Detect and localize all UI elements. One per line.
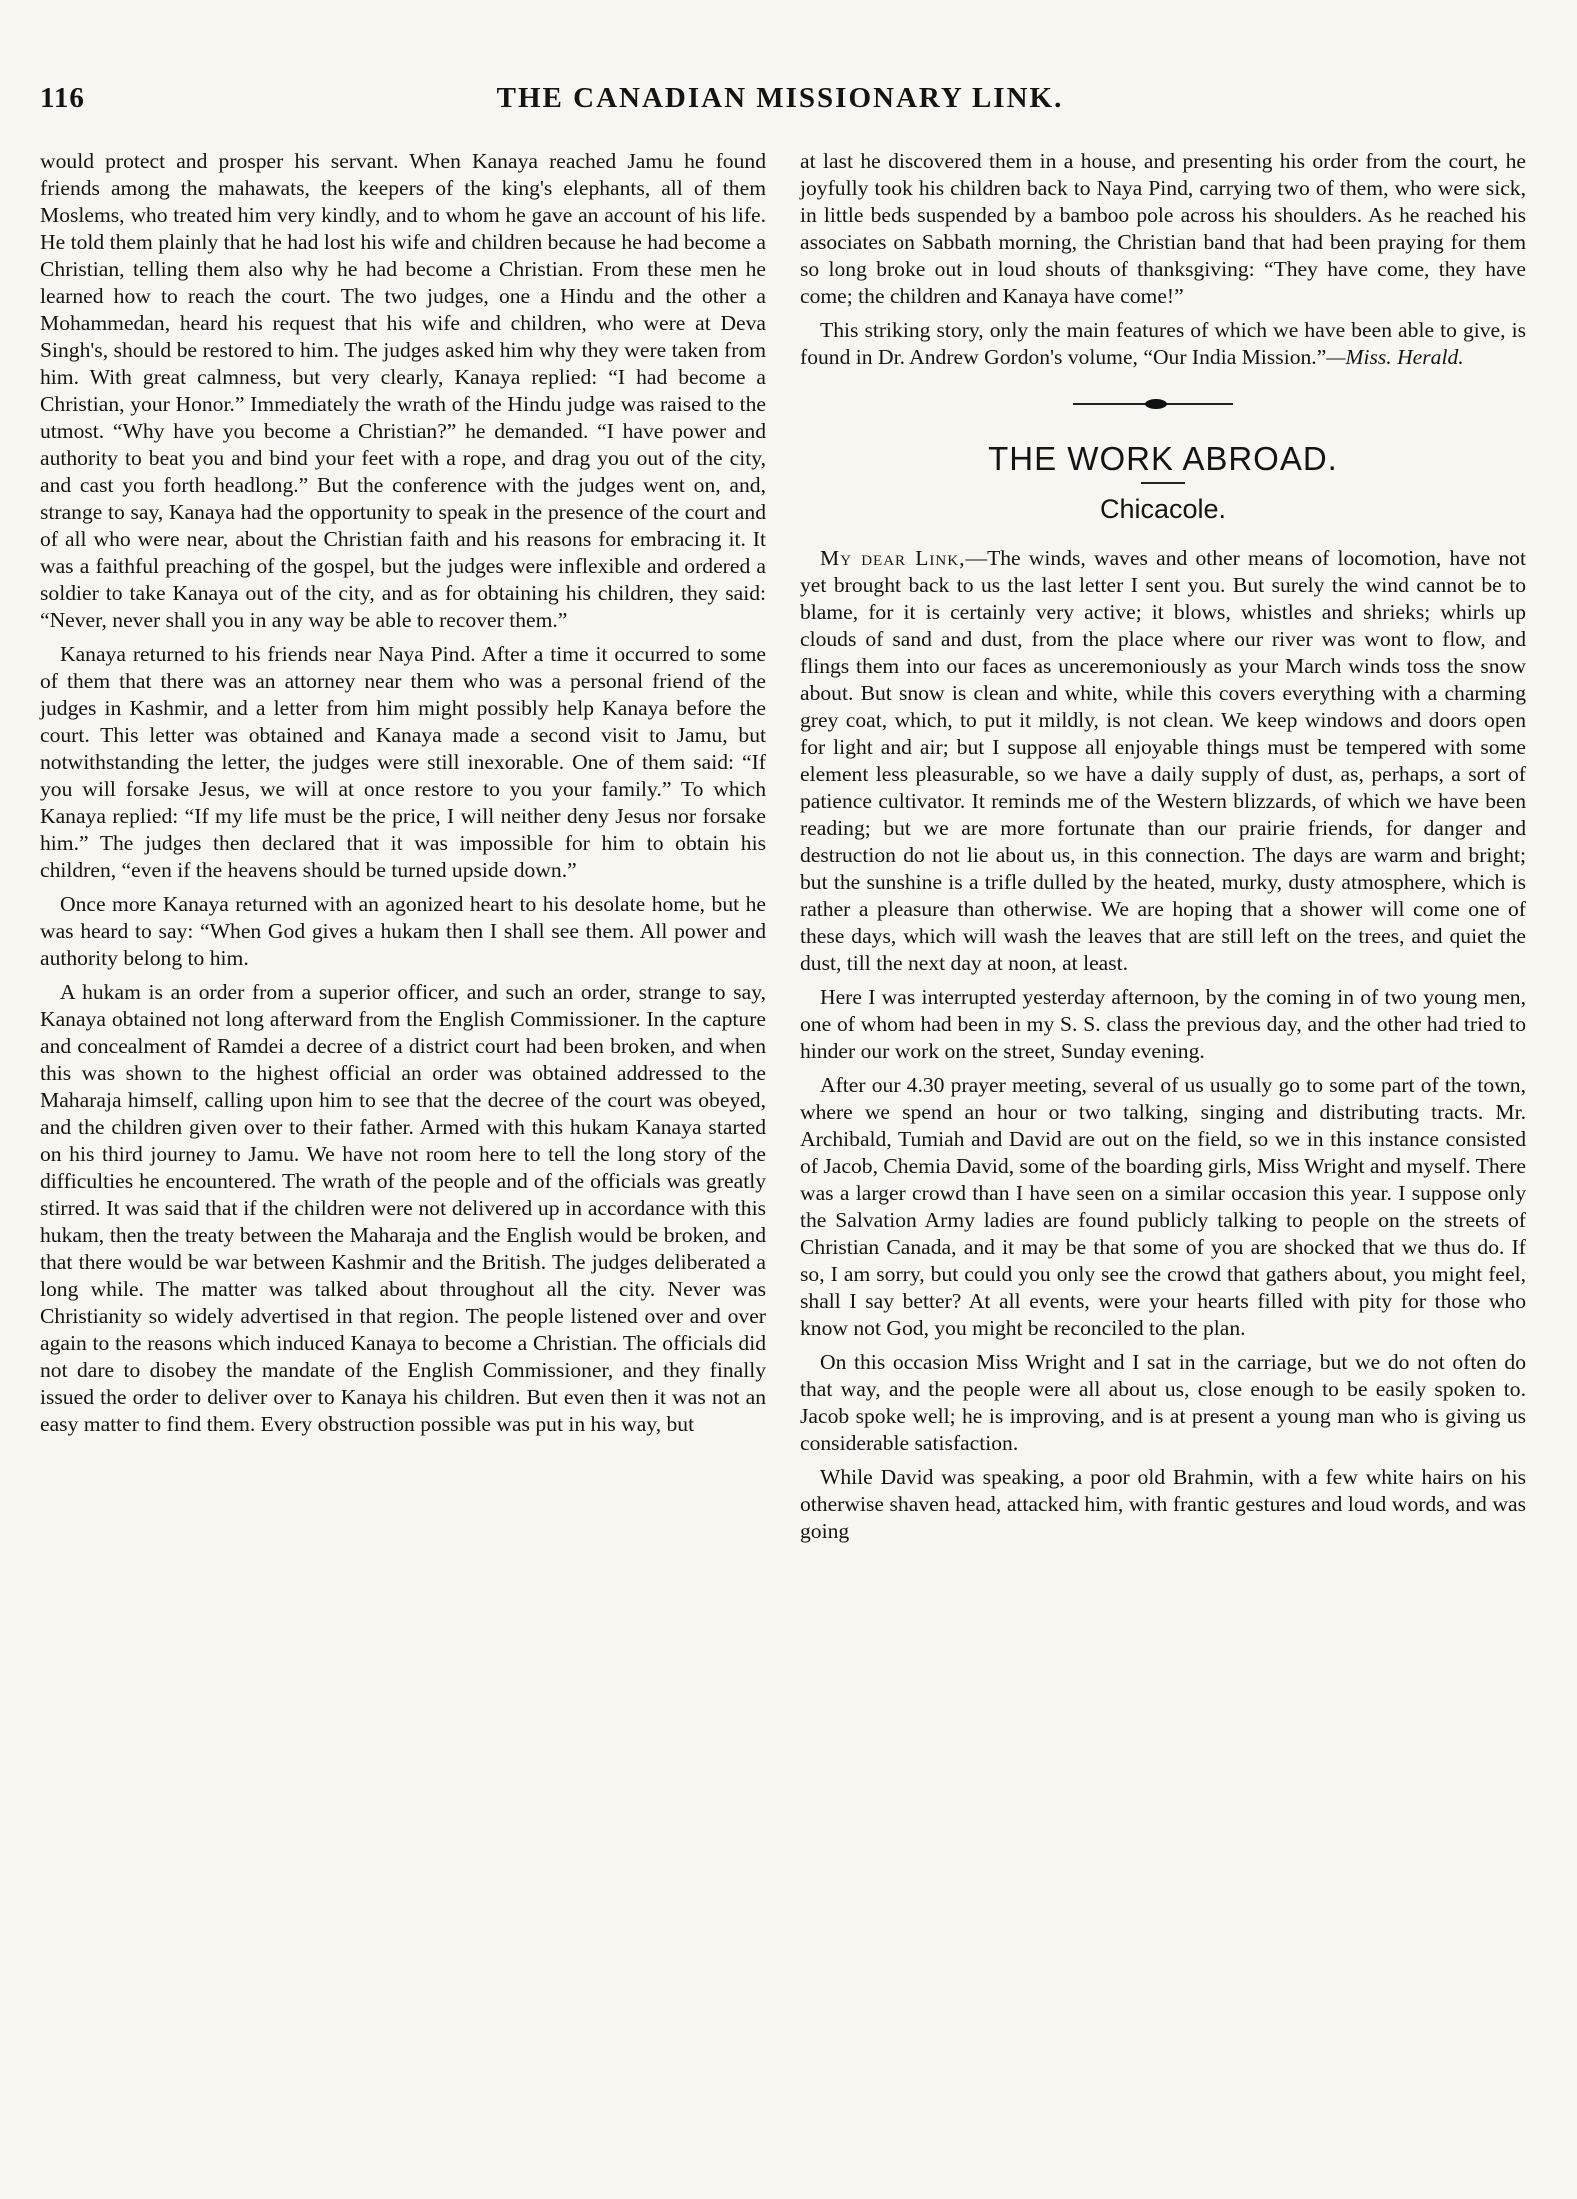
ornamental-divider: [1033, 399, 1293, 409]
right-column: [800, 148, 1526, 1552]
section-title: THE WORK ABROAD.: [988, 440, 1338, 477]
left-column: [40, 148, 766, 1445]
left-paragraph-3: Once more Kanaya returned with an agonized heart to his desolate home, but he was heard to say: “When God gives a hukam then I shall see them. All power and authority belong to him.: [40, 892, 766, 970]
letter-paragraph-1: [800, 545, 1526, 977]
salutation: My dear Link,: [820, 546, 966, 570]
left-paragraph-1: would protect and prosper his servant. When Kanaya reached Jamu he found friends among the mahawats, the keepers of the king's elephants, all of them Moslems, who treated him very kindly, and to whom he gave an account of his life. He told them plainly that he had lost his wife and children because he had become a Christian, telling them also why he had become a Christian. From these men he learned how to reach the court. The two judges, one a Hindu and the other a Mohammedan, heard his request that his wife and children, who were at Deva Singh's, should be restored to him. The judges asked him why they were taken from him. With great calmness, but very clearly, Kanaya replied: “I had become a Christian, your Honor.” Immediately the wrath of the Hindu judge was raised to the utmost. “Why have you become a Christian?” he demanded. “I have power and authority to beat you and bind your feet with a rope, and drag you out of the city, and cast you forth headlong.” But the conference with the judges went on, and, strange to say, Kanaya had the opportunity to speak in the presence of the court and of all who were near, about the Christian faith and his reasons for embracing it. It was a faithful preaching of the gospel, but the judges were inflexible and ordered a soldier to take Kanaya out of the city, and as for obtaining his children, they said: “Never, never shall you in any way be able to recover them.”: [40, 149, 766, 632]
right-paragraph-2: [800, 317, 1526, 371]
source-credit: —Miss. Herald.: [1326, 345, 1464, 369]
source-note: This striking story, only the main features of which we have been able to give, is found in Dr. Andrew Gordon's volume, “Our India Mission.”: [800, 318, 1526, 369]
page-number: 116: [40, 82, 85, 114]
letter-opening: —The winds, waves and other means of locomotion, have not yet brought back to us the last letter I sent you. But surely the wind cannot be to blame, for it is certainly very active; it blows, whistles and shrieks; whirls up clouds of sand and dust, from the place where our river was wont to flow, and flings them into our faces as unceremoniously as your March winds toss the snow about. But snow is clean and white, while this covers everything with a charming grey coat, which, to put it mildly, is not clean. We keep windows and doors open for light and air; but I suppose all enjoyable things must be tempered with some element less pleasurable, so we have a daily supply of dust, as, perhaps, a sort of patience cultivator. It reminds me of the Western blizzards, of which we have been reading; but we are more fortunate than our prairie friends, for danger and destruction do not lie about us, in this connection. The days are warm and bright; but the sunshine is a trifle dulled by the heated, murky, dusty atmosphere, which is rather a pleasure than otherwise. We are hoping that a shower will come one of these days, which will wash the leaves that are still left on the trees, and quiet the dust, till the next day at noon, at least.: [800, 546, 1526, 975]
letter-paragraph-4: On this occasion Miss Wright and I sat in the carriage, but we do not often do that way, and the people were all about us, close enough to be easily spoken to. Jacob spoke well; he is improving, and is at present a young man who is giving us considerable satisfaction.: [800, 1350, 1526, 1455]
short-rule: [1141, 482, 1185, 484]
letter-paragraph-3: After our 4.30 prayer meeting, several of us usually go to some part of the town, where we spend an hour or two talking, singing and distributing tracts. Mr. Archibald, Tumiah and David are out on the field, so we in this instance consisted of Jacob, Chemia David, some of the boarding girls, Miss Wright and myself. There was a larger crowd than I have seen on a similar occasion this year. I suppose only the Salvation Army ladies are found publicly talking to people on the streets of Christian Canada, and it may be that some of you are shocked that we thus do. If so, I am sorry, but could you only see the crowd that gathers about, you might feel, shall I say better? At all events, were your hearts filled with pity for those who know not God, you might be reconciled to the plan.: [800, 1073, 1526, 1340]
right-paragraph-1: at last he discovered them in a house, and presenting his order from the court, he joyfully took his children back to Naya Pind, carrying two of them, who were sick, in little beds suspended by a bamboo pole across his shoulders. As he reached his associates on Sabbath morning, the Christian band that had been praying for them so long broke out in loud shouts of thanksgiving: “They have come, they have come; the children and Kanaya have come!”: [800, 149, 1526, 308]
letter-paragraph-2: Here I was interrupted yesterday afternoon, by the coming in of two young men, one of whom had been in my S. S. class the previous day, and the other had tried to hinder our work on the street, Sunday evening.: [800, 985, 1526, 1063]
page-header: [40, 82, 1520, 122]
subsection-title: Chicacole.: [1099, 494, 1227, 524]
letter-paragraph-5: While David was speaking, a poor old Brahmin, with a few white hairs on his otherwise shaven head, attacked him, with frantic gestures and loud words, and was going: [800, 1465, 1526, 1543]
left-paragraph-4: A hukam is an order from a superior officer, and such an order, strange to say, Kanaya obtained not long afterward from the English Commissioner. In the capture and concealment of Ramdei a decree of a district court had been broken, and when this was shown to the highest official an order was obtained addressed to the Maharaja himself, calling upon him to see that the decree of the court was obeyed, and the children given over to their father. Armed with this hukam Kanaya started on his third journey to Jamu. We have not room here to tell the long story of the difficulties he encountered. The wrath of the people and of the officials was greatly stirred. It was said that if the children were not delivered up in accordance with this hukam, then the treaty between the Maharaja and the English would be broken, and that there would be war between Kashmir and the British. The judges deliberated a long while. The matter was talked about throughout all the city. Never was Christianity so widely advertised in that region. The people listened over and over again to the reasons which induced Kanaya to become a Christian. The officials did not dare to disobey the mandate of the English Commissioner, and they finally issued the order to deliver over to Kanaya his children. But even then it was not an easy matter to find them. Every obstruction possible was put in his way, but: [40, 980, 766, 1436]
left-paragraph-2: Kanaya returned to his friends near Naya Pind. After a time it occurred to some of them that there was an attorney near them who was a personal friend of the judges in Kashmir, and a letter from him might possibly help Kanaya before the court. This letter was obtained and Kanaya made a second visit to Jamu, but notwithstanding the letter, the judges were still inexorable. One of them said: “If you will forsake Jesus, we will at once restore to you your family.” To which Kanaya replied: “If my life must be the price, I will neither deny Jesus nor forsake him.” The judges then declared that it was impossible for him to obtain his children, “even if the heavens should be turned upside down.”: [40, 642, 766, 882]
journal-title: THE CANADIAN MISSIONARY LINK.: [496, 82, 1064, 114]
